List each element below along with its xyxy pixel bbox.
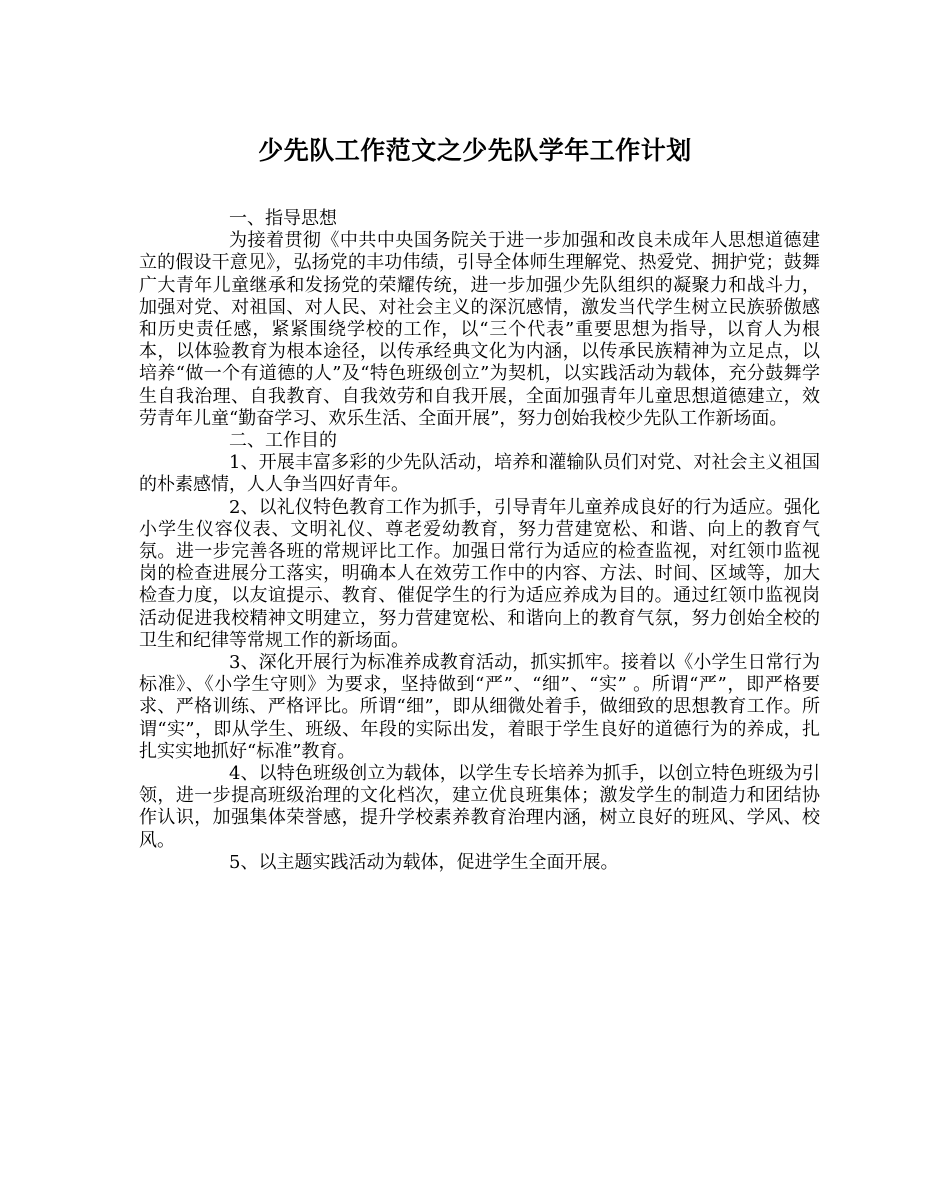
document-body xyxy=(139,208,820,874)
document-title: 少先队工作范文之少先队学年工作计划 xyxy=(258,136,692,165)
paragraph-objective-1: 1、开展丰富多彩的少先队活动，培养和灌输队员们对党、对社会主义祖国的朴素感情，人人争当四好青年。 xyxy=(139,452,820,496)
section-heading-work-objectives: 二、工作目的 xyxy=(229,430,337,452)
paragraph-objective-3: 3、深化开展行为标准养成教育活动，抓实抓牢。接着以《小学生日常行为标准》、《小学生守则》为要求，坚持做到“严”、“细”、“实” 。所谓“严”，即严格要求、严格训练、严格评比。所谓“细”，即从细微处着手，做细致的思想教育工作。所谓“实”，即从学生、班级、年段的实际出发，着眼于学生良好的道德行为的养成，扎扎实实地抓好“标准”教育。 xyxy=(139,652,820,762)
paragraph-objective-5: 5、以主题实践活动为载体，促进学生全面开展。 xyxy=(229,851,619,873)
paragraph-objective-2: 2、以礼仪特色教育工作为抓手，引导青年儿童养成良好的行为适应。强化小学生仪容仪表、文明礼仪、尊老爱幼教育，努力营建宽松、和谐、向上的教育气氛。进一步完善各班的常规评比工作。加强日常行为适应的检查监视，对红领巾监视岗的检查进展分工落实，明确本人在效劳工作中的内容、方法、时间、区域等，加大检查力度，以友谊提示、教育、催促学生的行为适应养成为目的。通过红领巾监视岗活动促进我校精神文明建立，努力营建宽松、和谐向上的教育气氛，努力创始全校的卫生和纪律等常规工作的新场面。 xyxy=(139,496,820,651)
section-heading-guiding-ideology: 一、指导思想 xyxy=(229,208,337,229)
paragraph-objective-4: 4、以特色班级创立为载体，以学生专长培养为抓手，以创立特色班级为引领，进一步提高班级治理的文化档次，建立优良班集体；激发学生的制造力和团结协作认识，加强集体荣誉感，提升学校素养教育治理内涵，树立良好的班风、学风、校风。 xyxy=(139,763,820,851)
paragraph-guiding-ideology: 为接着贯彻《中共中央国务院关于进一步加强和改良未成年人思想道德建立的假设干意见》，弘扬党的丰功伟绩，引导全体师生理解党、热爱党、拥护党；鼓舞广大青年儿童继承和发扬党的荣耀传统，进一步加强少先队组织的凝聚力和战斗力，加强对党、对祖国、对人民、对社会主义的深沉感情，激发当代学生树立民族骄傲感和历史责任感，紧紧围绕学校的工作，以“三个代表”重要思想为指导，以育人为根本，以体验教育为根本途径，以传承经典文化为内涵，以传承民族精神为立足点，以培养“做一个有道德的人”及“特色班级创立”为契机，以实践活动为载体，充分鼓舞学生自我治理、自我教育、自我效劳和自我开展，全面加强青年儿童思想道德建立，效劳青年儿童“勤奋学习、欢乐生活、全面开展”，努力创始我校少先队工作新场面。 xyxy=(139,230,820,429)
